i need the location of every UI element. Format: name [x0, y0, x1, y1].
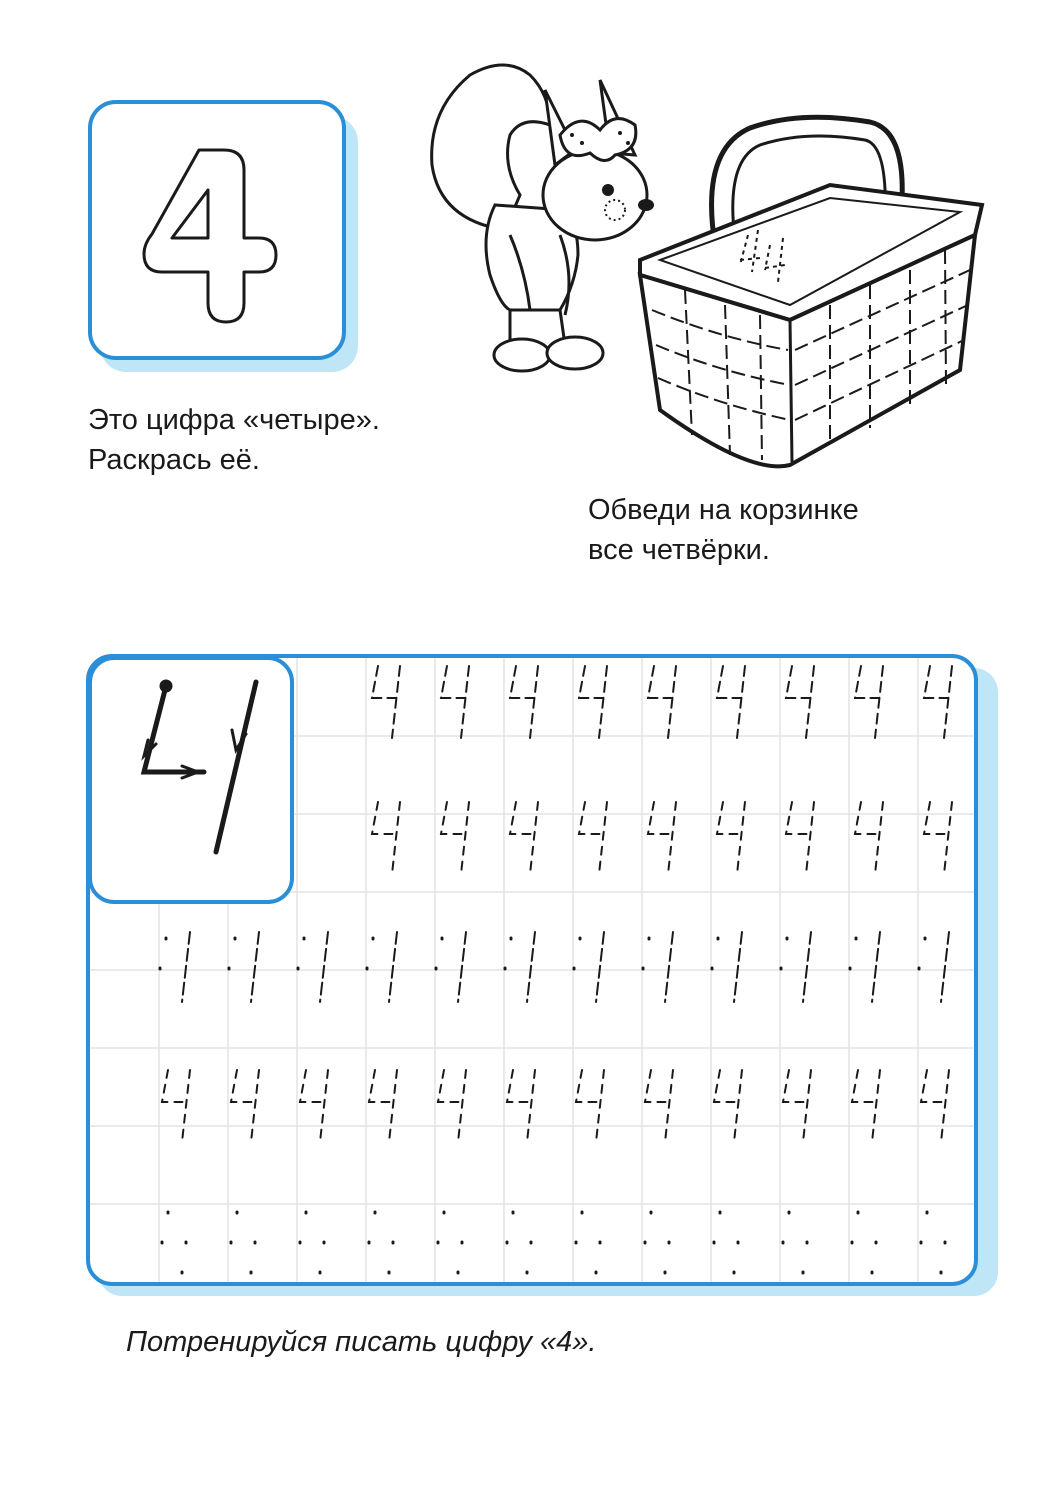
trace-instruction-line-2: все четвёрки.: [588, 534, 770, 566]
basket-illustration: [630, 110, 990, 475]
example-box: [90, 658, 292, 902]
color-instruction-line-2: Раскрась её.: [88, 444, 260, 476]
trace-instruction: [588, 490, 988, 570]
digit-box: [84, 98, 364, 378]
practice-grid[interactable]: [84, 652, 1004, 1302]
color-instruction: [88, 400, 488, 480]
practice-grid-graphic: [84, 652, 1004, 1302]
squirrel-illustration: [410, 55, 660, 385]
trace-instruction-line-1: Обведи на корзинке: [588, 494, 859, 526]
color-instruction-line-1: Это цифра «четыре».: [88, 404, 380, 436]
digit-box-graphic: [84, 98, 364, 378]
practice-instruction: Потренируйся писать цифру «4».: [126, 1326, 597, 1358]
